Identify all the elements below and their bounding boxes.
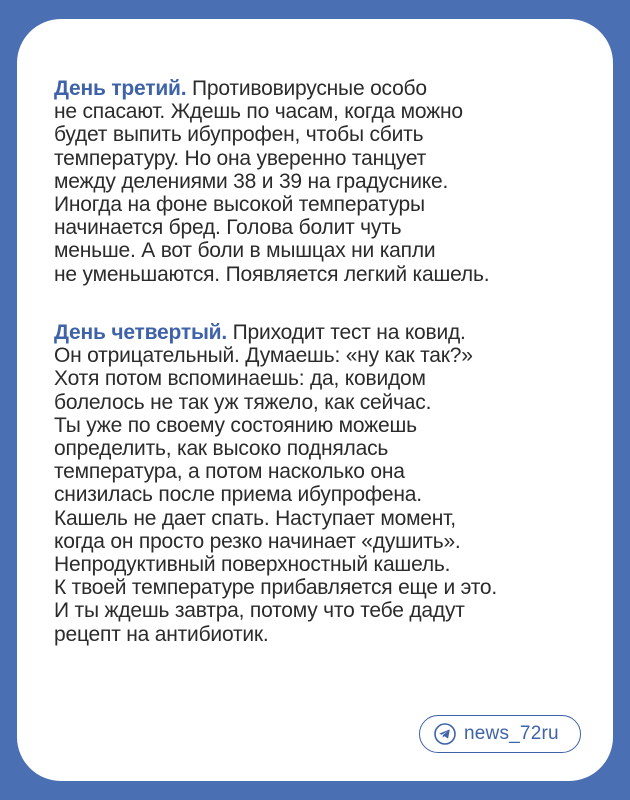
- text-line: температуру. Но она уверенно танцует: [54, 146, 427, 170]
- telegram-channel-badge[interactable]: [419, 715, 581, 753]
- content-card: [17, 19, 613, 781]
- text-line: К твоей температуре прибавляется еще и это.: [54, 576, 498, 600]
- day-three-heading: День третий.: [54, 77, 187, 100]
- text-line: Хотя потом вспоминаешь: да, ковидом: [54, 367, 426, 391]
- day-four-paragraph: [54, 321, 594, 646]
- text-line: когда он просто резко начинает «душить».: [54, 529, 461, 553]
- day-three-paragraph: [54, 77, 594, 286]
- text-line: День четвертый. Приходит тест на ковид.: [54, 321, 466, 344]
- text-line: День третий. Противовирусные особо: [54, 77, 427, 100]
- text-line: Он отрицательный. Думаешь: «ну как так?»: [54, 344, 473, 368]
- text-line: будет выпить ибупрофен, чтобы сбить: [54, 123, 424, 147]
- text-line: не спасают. Ждешь по часам, когда можно: [54, 100, 463, 124]
- text-line: Непродуктивный поверхностный кашель.: [54, 553, 451, 577]
- text-line: болелось не так уж тяжело, как сейчас.: [54, 390, 432, 414]
- text-line: И ты ждешь завтра, потому что тебе дадут: [54, 599, 465, 623]
- text-line: Ты уже по своему состоянию можешь: [54, 413, 417, 437]
- day-four-heading: День четвертый.: [54, 321, 228, 344]
- text-line: Иногда на фоне высокой температуры: [54, 193, 425, 217]
- text-line: температура, а потом насколько она: [54, 460, 405, 484]
- text-line: между делениями 38 и 39 на градуснике.: [54, 169, 449, 193]
- text-line: снизилась после приема ибупрофена.: [54, 483, 422, 507]
- text-line: Кашель не дает спать. Наступает момент,: [54, 506, 456, 530]
- channel-name: news_72ru: [464, 723, 559, 744]
- text-line: меньше. А вот боли в мышцах ни капли: [54, 239, 436, 263]
- telegram-icon: [434, 723, 456, 745]
- text-line: рецепт на антибиотик.: [54, 622, 269, 646]
- text-line: не уменьшаются. Появляется легкий кашель.: [54, 262, 490, 286]
- text-line: определить, как высоко поднялась: [54, 437, 389, 461]
- text-line: начинается бред. Голова болит чуть: [54, 216, 402, 240]
